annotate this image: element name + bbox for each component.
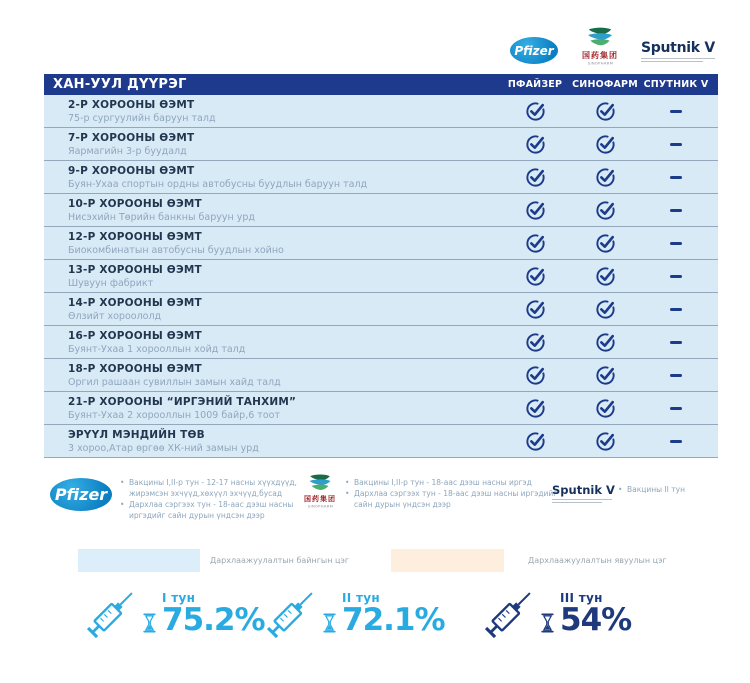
sinopharm-waves-icon — [584, 27, 616, 51]
district-title: ХАН-УУЛ ДҮҮРЭГ — [53, 77, 187, 92]
table-row — [44, 425, 718, 458]
sinopharm-cell — [570, 95, 640, 127]
pfizer-legend-bullets — [120, 478, 312, 522]
sinopharm-cn-text: 国药集团 — [304, 495, 336, 503]
sinopharm-cell — [570, 425, 640, 457]
sinopharm-cell — [570, 392, 640, 424]
center-address: Оргил рашаан сувиллын замын хайд талд — [68, 377, 281, 388]
sinopharm-cell — [570, 293, 640, 325]
sputnik-cell — [641, 359, 711, 391]
center-name: ЭРҮҮЛ МЭНДИЙН ТӨВ — [68, 429, 205, 441]
sputnik-cell — [641, 293, 711, 325]
check-icon — [525, 101, 546, 122]
center-name: 10-Р ХОРООНЫ ӨЭМТ — [68, 198, 202, 210]
center-address: Биокомбинатын автобусны буудлын хойно — [68, 245, 284, 256]
legend-bullet: • Дархлаа сэргээх тун - 18-аас дээш насны иргэдийг сайн дурын үндсэн дээр — [120, 499, 294, 520]
dash-icon — [670, 110, 682, 113]
legend-bullet: • Дархлаа сэргээх тун - 18-аас дээш насны иргэдийг сайн дурын үндсэн дээр — [345, 488, 558, 509]
check-icon — [525, 200, 546, 221]
center-address: Буянт-Ухаа 1 хорооллын хойд талд — [68, 344, 246, 355]
check-icon — [595, 299, 616, 320]
sputnik-cell — [641, 260, 711, 292]
center-address: Яармагийн 3-р буудалд — [68, 146, 187, 157]
mobile-point-swatch — [391, 549, 504, 572]
table-row — [44, 227, 718, 260]
table-row — [44, 161, 718, 194]
table-header — [44, 74, 718, 95]
dose-1-value: 75.2% — [162, 602, 265, 638]
table-row — [44, 260, 718, 293]
pfizer-cell — [500, 326, 570, 358]
check-icon — [595, 431, 616, 452]
center-name: 14-Р ХОРООНЫ ӨЭМТ — [68, 297, 202, 309]
sputnik-cell — [641, 161, 711, 193]
check-icon — [525, 167, 546, 188]
table-row — [44, 293, 718, 326]
sinopharm-waves-icon — [306, 474, 334, 495]
check-icon — [595, 365, 616, 386]
sputnik-cell — [641, 425, 711, 457]
check-icon — [595, 134, 616, 155]
center-address: Буян-Ухаа спортын ордны автобусны буудлын баруун талд — [68, 179, 368, 190]
dash-icon — [670, 209, 682, 212]
pfizer-cell — [500, 392, 570, 424]
sputnik-logo-text: Sputnik V — [641, 40, 715, 56]
check-icon — [525, 134, 546, 155]
center-address: Өлзийт хороололд — [68, 311, 162, 322]
table-row — [44, 392, 718, 425]
sinopharm-cell — [570, 359, 640, 391]
pfizer-cell — [500, 260, 570, 292]
dose-1-label: I тун — [162, 591, 196, 605]
dash-icon — [670, 275, 682, 278]
center-address: 3 хороо,Атар өргөө ХК-ний замын урд — [68, 443, 259, 454]
syringe-icon — [479, 582, 541, 644]
hourglass-icon — [540, 609, 555, 637]
syringe-icon — [81, 582, 143, 644]
dash-icon — [670, 341, 682, 344]
column-sputnik: СПУТНИК V — [643, 79, 709, 90]
pfizer-logo: Pfizer — [50, 478, 112, 511]
check-icon — [525, 365, 546, 386]
pfizer-cell — [500, 293, 570, 325]
pfizer-cell — [500, 425, 570, 457]
dash-icon — [670, 407, 682, 410]
check-icon — [525, 233, 546, 254]
table-body — [44, 95, 718, 458]
check-icon — [595, 101, 616, 122]
check-icon — [595, 398, 616, 419]
sinopharm-en-text: SINOPHARM — [307, 504, 333, 509]
hourglass-icon — [142, 609, 157, 637]
check-icon — [525, 299, 546, 320]
check-icon — [595, 167, 616, 188]
dash-icon — [670, 242, 682, 245]
center-name: 7-Р ХОРООНЫ ӨЭМТ — [68, 132, 195, 144]
table-row — [44, 128, 718, 161]
table-row — [44, 194, 718, 227]
table-row — [44, 95, 718, 128]
pfizer-logo: Pfizer — [510, 37, 558, 64]
center-name: 9-Р ХОРООНЫ ӨЭМТ — [68, 165, 195, 177]
center-name: 12-Р ХОРООНЫ ӨЭМТ — [68, 231, 202, 243]
center-address: 75-р сургуулийн баруун талд — [68, 113, 216, 124]
table-row — [44, 326, 718, 359]
dash-icon — [670, 176, 682, 179]
sinopharm-cell — [570, 161, 640, 193]
dash-icon — [670, 374, 682, 377]
check-icon — [525, 332, 546, 353]
dash-icon — [670, 143, 682, 146]
pfizer-cell — [500, 161, 570, 193]
column-pfizer: ПФАЙЗЕР — [507, 79, 563, 90]
sputnik-cell — [641, 392, 711, 424]
check-icon — [595, 200, 616, 221]
check-icon — [525, 398, 546, 419]
pfizer-cell — [500, 95, 570, 127]
sputnik-tagline-lines — [641, 58, 715, 62]
table-row — [44, 359, 718, 392]
legend-bullet: • Вакцины I,II-р тун - 18-аас дээш насны иргэд — [345, 478, 532, 487]
sinopharm-en-text: SINOPHARM — [587, 61, 613, 66]
sinopharm-cell — [570, 260, 640, 292]
sputnik-cell — [641, 326, 711, 358]
syringe-icon — [261, 582, 323, 644]
sinopharm-logo — [298, 474, 342, 510]
dose-2-value: 72.1% — [342, 602, 445, 638]
check-icon — [525, 266, 546, 287]
column-sinopharm: СИНОФАРМ — [572, 79, 638, 90]
dash-icon — [670, 308, 682, 311]
center-name: 18-Р ХОРООНЫ ӨЭМТ — [68, 363, 202, 375]
fixed-point-swatch — [78, 549, 200, 572]
sinopharm-cell — [570, 194, 640, 226]
mobile-point-label: Дархлаажуулалтын явуулын цэг — [528, 556, 667, 565]
check-icon — [595, 266, 616, 287]
sinopharm-legend-bullets — [345, 478, 569, 511]
sputnik-cell — [641, 227, 711, 259]
sinopharm-cn-text: 国药集团 — [582, 51, 618, 60]
pfizer-cell — [500, 128, 570, 160]
hourglass-icon — [322, 609, 337, 637]
center-name: 21-Р ХОРООНЫ “ИРГЭНИЙ ТАНХИМ” — [68, 396, 297, 408]
pfizer-cell — [500, 227, 570, 259]
center-name: 16-Р ХОРООНЫ ӨЭМТ — [68, 330, 202, 342]
check-icon — [525, 431, 546, 452]
sinopharm-cell — [570, 227, 640, 259]
sputnik-logo — [552, 483, 615, 505]
sinopharm-logo — [574, 27, 626, 67]
dose-2-label: II тун — [342, 591, 380, 605]
pfizer-cell — [500, 359, 570, 391]
sputnik-logo-text: Sputnik V — [552, 483, 615, 497]
legend-bullet: • Вакцины I,II-р тун - 12-17 насны хүүхдүүд, жирэмсэн эхчүүд,хөхүүл эхчүүд,бусад — [120, 478, 297, 498]
check-icon — [595, 332, 616, 353]
center-address: Нисэхийн Төрийн банкны баруун урд — [68, 212, 255, 223]
center-address: Буянт-Ухаа 2 хорооллын 1009 байр,6 тоот — [68, 410, 280, 421]
center-address: Шувуун фабрикт — [68, 278, 154, 289]
sputnik-logo — [641, 40, 715, 64]
center-name: 2-Р ХОРООНЫ ӨЭМТ — [68, 99, 195, 111]
legend-bullet: • Вакцины II тун — [618, 485, 685, 494]
dose-3-value: 54% — [560, 602, 632, 638]
dash-icon — [670, 440, 682, 443]
sputnik-cell — [641, 128, 711, 160]
sputnik-legend-bullets — [618, 485, 748, 496]
center-name: 13-Р ХОРООНЫ ӨЭМТ — [68, 264, 202, 276]
sinopharm-cell — [570, 128, 640, 160]
check-icon — [595, 233, 616, 254]
sputnik-cell — [641, 95, 711, 127]
sputnik-tagline-lines — [552, 499, 615, 503]
dose-3-label: III тун — [560, 591, 603, 605]
sputnik-cell — [641, 194, 711, 226]
sinopharm-cell — [570, 326, 640, 358]
fixed-point-label: Дархлаажуулалтын байнгын цэг — [210, 556, 350, 565]
pfizer-cell — [500, 194, 570, 226]
